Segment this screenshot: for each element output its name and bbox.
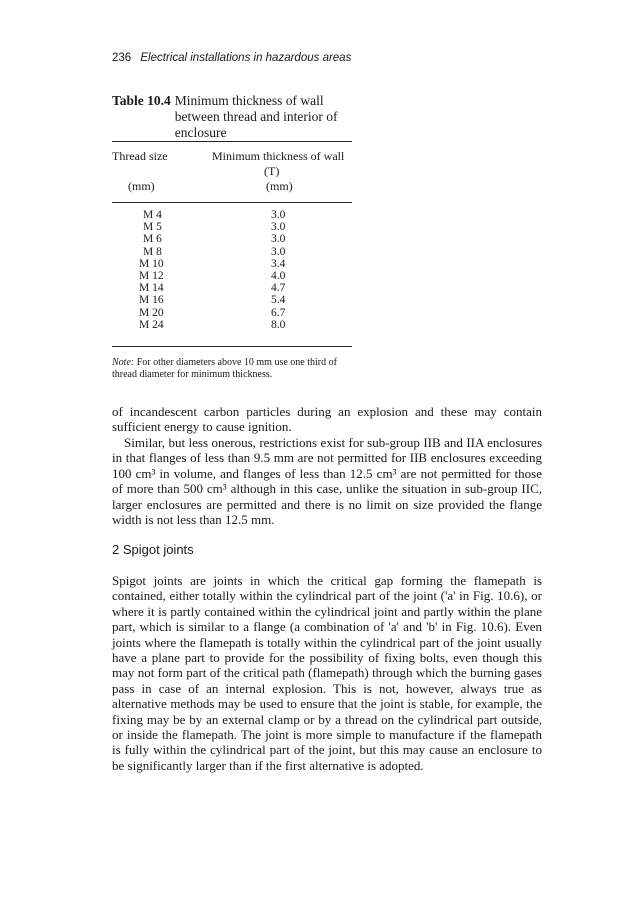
table-note-label: Note: bbox=[112, 357, 135, 368]
thread-size-cell: M 6 bbox=[143, 233, 162, 246]
thread-size-cell: M 14 bbox=[139, 282, 164, 295]
thread-size-cell: M 12 bbox=[139, 269, 164, 282]
table-top-rule bbox=[112, 141, 352, 142]
table-row bbox=[112, 270, 352, 282]
col-thread-size-unit: (mm) bbox=[128, 179, 155, 193]
section-heading: 2 Spigot joints bbox=[112, 542, 194, 557]
thread-size-cell: M 4 bbox=[143, 209, 162, 221]
table-row bbox=[112, 221, 352, 233]
table-row bbox=[112, 319, 352, 331]
table-note bbox=[112, 357, 354, 381]
table-note-text: For other diameters above 10 mm use one third of thread diameter for minimum thickness. bbox=[112, 357, 337, 380]
thread-size-cell: M 10 bbox=[139, 257, 164, 270]
col-min-thickness-header: Minimum thickness of wall bbox=[212, 149, 345, 163]
thickness-cell: 5.4 bbox=[271, 294, 286, 307]
thickness-cell: 4.7 bbox=[271, 282, 286, 295]
page-number: 236 bbox=[112, 52, 132, 64]
table-bottom-rule bbox=[112, 346, 352, 347]
thread-size-cell: M 16 bbox=[139, 294, 164, 307]
thickness-cell: 4.0 bbox=[271, 269, 286, 282]
thread-size-cell: M 8 bbox=[143, 245, 162, 258]
thickness-cell: 3.0 bbox=[271, 209, 286, 221]
running-title: Electrical installations in hazardous areas bbox=[140, 52, 352, 64]
thickness-cell: 8.0 bbox=[271, 318, 286, 331]
thread-size-cell: M 24 bbox=[139, 318, 164, 331]
paragraph-subgroup-restrictions: Similar, but less onerous, restrictions exist for sub-group IIB and IIA enclosures in that flanges of less than 9.5 mm are not permitted for IIB enclosures exceeding 100 cm³ in volume, and flanges of less than 12.5 cm³ are not permitted for those of more than 500 cm³ although in this case, unlike the situation in sub-group IIC, larger enclosures are permitted and there is no limit on size provided the flange width is not less than 12.5 mm. bbox=[112, 435, 542, 528]
table-body bbox=[112, 209, 352, 331]
thread-size-cell: M 20 bbox=[139, 306, 164, 319]
table-caption bbox=[112, 93, 362, 141]
thickness-cell: 3.4 bbox=[271, 257, 286, 270]
thread-size-cell: M 5 bbox=[143, 221, 162, 234]
table-row bbox=[112, 233, 352, 245]
table-caption-text: Minimum thickness of wall between thread and interior of enclosure bbox=[174, 93, 338, 140]
col-min-thickness-symbol: (T) bbox=[264, 164, 280, 178]
col-thread-size-header: Thread size bbox=[112, 149, 168, 163]
table-row bbox=[112, 294, 352, 306]
table-row bbox=[112, 307, 352, 319]
table-header-rule bbox=[112, 202, 352, 203]
table-label: Table 10.4 bbox=[112, 93, 171, 108]
running-head bbox=[112, 52, 351, 64]
table-row bbox=[112, 209, 352, 221]
thickness-cell: 3.0 bbox=[271, 245, 286, 258]
col-min-thickness-unit: (mm) bbox=[266, 179, 293, 193]
thickness-cell: 3.0 bbox=[271, 233, 286, 246]
table-row bbox=[112, 246, 352, 258]
table-row bbox=[112, 258, 352, 270]
paragraph-continuation: of incandescent carbon particles during an explosion and these may contain sufficient energy to cause ignition. bbox=[112, 404, 542, 435]
thickness-cell: 6.7 bbox=[271, 306, 286, 319]
paragraph-spigot-joints: Spigot joints are joints in which the critical gap forming the flamepath is contained, either totally within the cylindrical part of the joint ('a' in Fig. 10.6), or where it is partly contained within the cylindrical joint and partly within the plane part, which is similar to a flange (a combination of 'a' and 'b' in Fig. 10.6). Even joints where the flamepath is totally within the cylindrical part of the joint usually have a plane part to provide for the possibility of fixing bolts, even though this may not form part of the critical path (flamepath) through which the burning gases pass in case of an internal explosion. This is not, however, always true as alternative methods may be used to ensure that the joint is stable, for example, the fixing may be by an external clamp or by a thread on the cylindrical part outside, or inside the flamepath. The joint is more simple to manufacture if the flamepath is fully within the cylindrical part of the joint, but this may cause an enclosure to be significantly larger than if the first alternative is adopted. bbox=[112, 573, 542, 773]
table-row bbox=[112, 282, 352, 294]
thickness-cell: 3.0 bbox=[271, 221, 286, 234]
